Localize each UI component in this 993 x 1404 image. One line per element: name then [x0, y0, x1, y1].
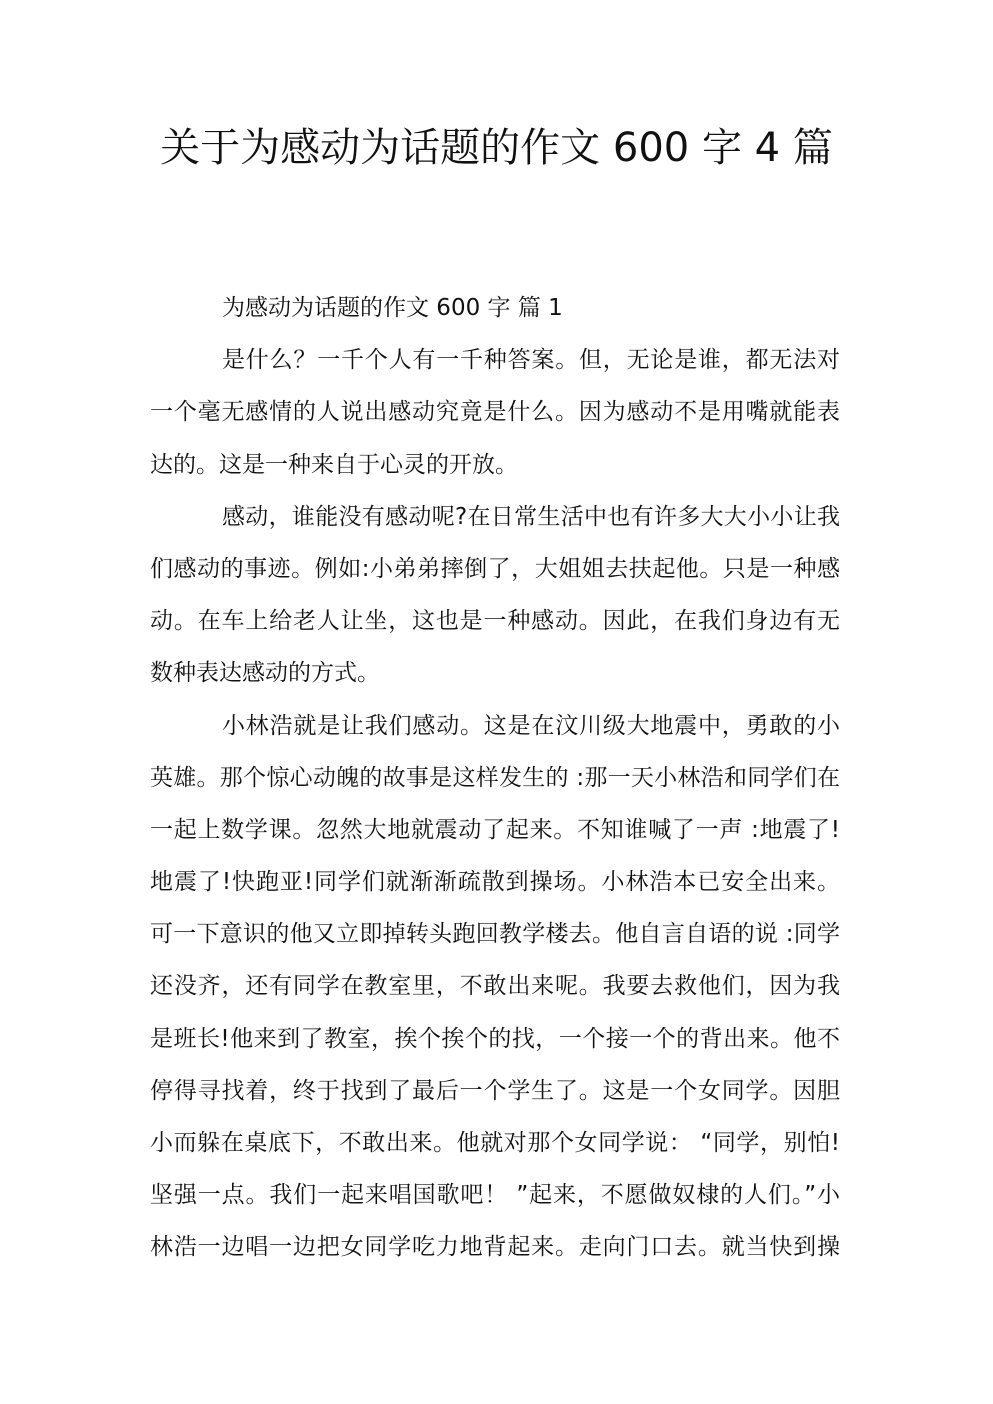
paragraph-line: 可一下意识的他又立即掉转头跑回教学楼去。他自言自语的说 :同学 [150, 921, 840, 948]
paragraph-line: 感动，谁能没有感动呢?在日常生活中也有许多大大小小让我 [222, 503, 840, 530]
paragraph-line: 是什么？一千个人有一千种答案。但，无论是谁，都无法对 [222, 347, 840, 374]
section-heading: 为感动为话题的作文 600 字 篇 1 [222, 295, 563, 321]
paragraph-line: 小林浩就是让我们感动。这是在汶川级大地震中，勇敢的小 [222, 712, 840, 739]
paragraph-line: 林浩一边唱一边把女同学吃力地背起来。走向门口去。就当快到操 [150, 1234, 840, 1261]
document-title: 关于为感动为话题的作文 600 字 4 篇 [160, 125, 833, 171]
paragraph-line: 数种表达感动的方式。 [150, 660, 380, 687]
paragraph-line: 小而躲在桌底下，不敢出来。他就对那个女同学说： “同学，别怕! [150, 1130, 840, 1156]
paragraph-line: 还没齐，还有同学在教室里，不敢出来呢。我要去救他们，因为我 [150, 973, 840, 1000]
paragraph-line: 达的。这是一种来自于心灵的开放。 [150, 451, 518, 478]
paragraph-line: 英雄。那个惊心动魄的故事是这样发生的 :那一天小林浩和同学们在 [150, 764, 840, 791]
paragraph-line: 是班长!他来到了教室，挨个挨个的找，一个接一个的背出来。他不 [150, 1025, 840, 1052]
paragraph-line: 停得寻找着，终于找到了最后一个学生了。这是一个女同学。因胆 [150, 1077, 840, 1104]
paragraph-line: 坚强一点。我们一起来唱国歌吧！ ”起来，不愿做奴棣的人们。”小 [150, 1182, 840, 1209]
paragraph-line: 们感动的事迹。例如:小弟弟摔倒了，大姐姐去扶起他。只是一种感 [150, 555, 840, 582]
paragraph-line: 动。在车上给老人让坐，这也是一种感动。因此，在我们身边有无 [150, 608, 840, 635]
paragraph-line: 一个毫无感情的人说出感动究竟是什么。因为感动不是用嘴就能表 [150, 399, 840, 426]
paragraph-line: 地震了!快跑亚!同学们就渐渐疏散到操场。小林浩本已安全出来。 [150, 869, 840, 896]
paragraph-line: 一起上数学课。忽然大地就震动了起来。不知谁喊了一声 :地震了! [150, 816, 840, 843]
article-body [150, 282, 840, 1274]
